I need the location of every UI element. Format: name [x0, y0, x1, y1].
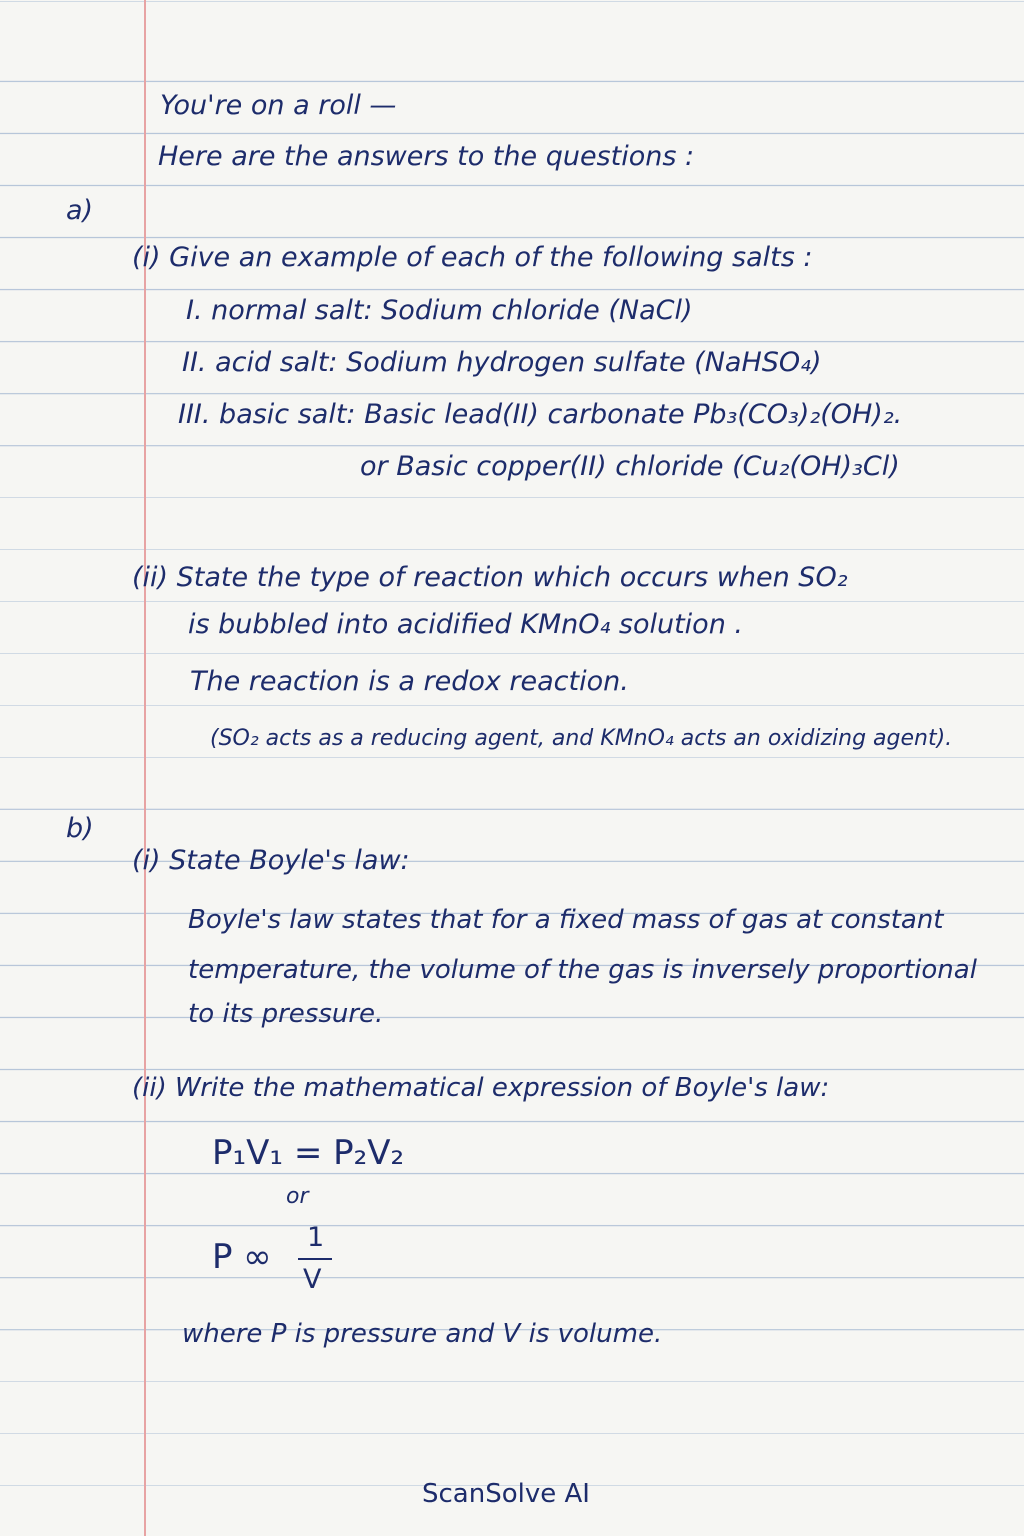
intro-line-2: Here are the answers to the questions : — [158, 141, 695, 172]
fraction-numerator: 1 — [307, 1222, 325, 1253]
fraction-bar — [298, 1258, 332, 1260]
a-q1-answer-4: or Basic copper(II) chloride (Cu₂(OH)₃Cl) — [360, 451, 900, 482]
a-q2-prompt-2: is bubbled into acidified KMnO₄ solution . — [188, 609, 743, 640]
intro-line-1: You're on a roll — — [160, 90, 397, 121]
a-q2-prompt-1: (ii) State the type of reaction which occurs when SO₂ — [132, 562, 848, 593]
a-q1-answer-2: II. acid salt: Sodium hydrogen sulfate (NaHSO₄) — [182, 347, 822, 378]
proportional-lhs: P ∞ — [212, 1237, 272, 1277]
where-line: where P is pressure and V is volume. — [182, 1319, 663, 1349]
b-q1-answer-1: Boyle's law states that for a fixed mass of gas at constant — [188, 905, 944, 935]
a-q1-answer-3: III. basic salt: Basic lead(II) carbonate Pb₃(CO₃)₂(OH)₂. — [178, 399, 903, 430]
a-q1-prompt: (i) Give an example of each of the following salts : — [132, 242, 813, 273]
b-q1-answer-3: to its pressure. — [188, 999, 384, 1029]
a-q1-answer-1: I. normal salt: Sodium chloride (NaCl) — [186, 295, 693, 326]
boyle-equation: P₁V₁ = P₂V₂ — [212, 1133, 405, 1173]
a-q2-note: (SO₂ acts as a reducing agent, and KMnO₄ acts an oxidizing agent). — [210, 726, 953, 751]
part-b-label: b) — [66, 813, 94, 844]
fraction-denominator: V — [303, 1264, 322, 1295]
a-q2-answer: The reaction is a redox reaction. — [190, 666, 629, 697]
part-a-label: a) — [66, 195, 94, 226]
b-q1-prompt: (i) State Boyle's law: — [132, 845, 410, 876]
footer-brand: ScanSolve AI — [422, 1479, 590, 1509]
b-q1-answer-2: temperature, the volume of the gas is inversely proportional — [188, 955, 977, 985]
b-q2-prompt: (ii) Write the mathematical expression of Boyle's law: — [132, 1073, 830, 1103]
or-word: or — [286, 1184, 309, 1209]
